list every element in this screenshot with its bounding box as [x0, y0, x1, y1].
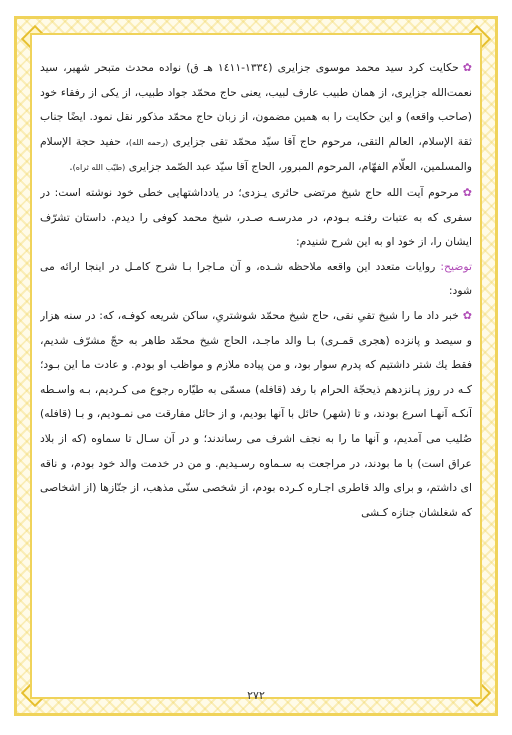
note-paragraph: توضیح: روایات متعدد این واقعه ملاحظه شـده، و آن مـاجرا بـا شرح کامـل در اینجا ارائه می شود: — [40, 259, 472, 298]
flower-icon: ✿ — [462, 61, 472, 74]
paragraph-3: ✿خبر داد ما را شیخ تقیِ نقی، حاج شیخ محمّد شوشتریِ، ساکن شریعه کوفـه، که: در سنه هزار و سیصد و پانزده (هجری قمـری) بـا والد ماجـد، الحاج شیخ محمّد طاهر به حجّ مشرّف شدیم، فقط یك شتر داشتیم که پدرم سوار بود، و من پیاده ملازم و مواظب او بودم. و عادت ما این بـود؛ کـه در روز پـانزدهم ذیحجّة الحرام با رفد (قافله) مسمّی به طیّاره رجوع می کـردیم، بـه واسـطه آنکـه آنهـا اسرع بودند، و تا (شهر) حائل با آنها بودیم، و از حائل مفارقت می نمـودیم، و بـا (قافله) صُلیب می آمدیم، و آنها ما را به نجف اشرف می رساندند؛ و در آن سـال تا سماوه (که از بلاد عراق است) با ما بودند، در مراجعت به سـماوه رسـیدیم. و من در خدمت والد خود بودم، و ناقه ای داشتم، و برای والد قاطری اجـاره کـرده بودم، از شخصی سنّی مذهب، از جنّازها (از اشخاصی که شغلشان جنازه کـشی — [40, 304, 472, 525]
page-body — [40, 56, 472, 676]
honorific: (رحمه الله) — [128, 137, 169, 147]
page-number: ۲۷۲ — [247, 689, 265, 702]
note-label: توضیح: — [440, 259, 472, 273]
honorific: (طیّب الله ثراه) — [72, 163, 126, 173]
paragraph-1: ✿حکایت کرد سید محمد موسوی جزایری (۱۳۳٤-۱٤۱۱ هـ ق) نواده محدث متبحر شهیر، سید نعمت‌الله جزایری، از همان طبیب عارف لبیب، یعنی حاج محمّد جواد طبیب، از یکی از رفقاء خود (صاحب واقعه) و این حکایت را به همین مضمون، از زبان حاج محمّد مذکور نقل نمود. ایضًا جناب ثقة الإسلام، العالم التقی، مرحوم حاج آقا سیّد محمّد تقی جزایری (رحمه الله)، حفید حجة الإسلام والمسلمین، العلّام الفهّام، المرحوم المبرور، الحاج آقا سیّد عبد الصّمد جزایری (طیّب الله ثراه). — [40, 56, 472, 181]
paragraph-2: ✿مرحوم آیت الله حاج شیخ مرتضی حائری یـزدی؛ در یادداشتهایی خطی خود نوشته است: در سفری که به عتبات رفتـه بـودم، در مدرسـه صـدر، شیخ محمد کوفی را دیدم. داستان تشرّف ایشان را، از خود او به این شرح شنیدم: — [40, 181, 472, 255]
flower-icon: ✿ — [462, 308, 472, 322]
flower-icon: ✿ — [462, 185, 472, 199]
